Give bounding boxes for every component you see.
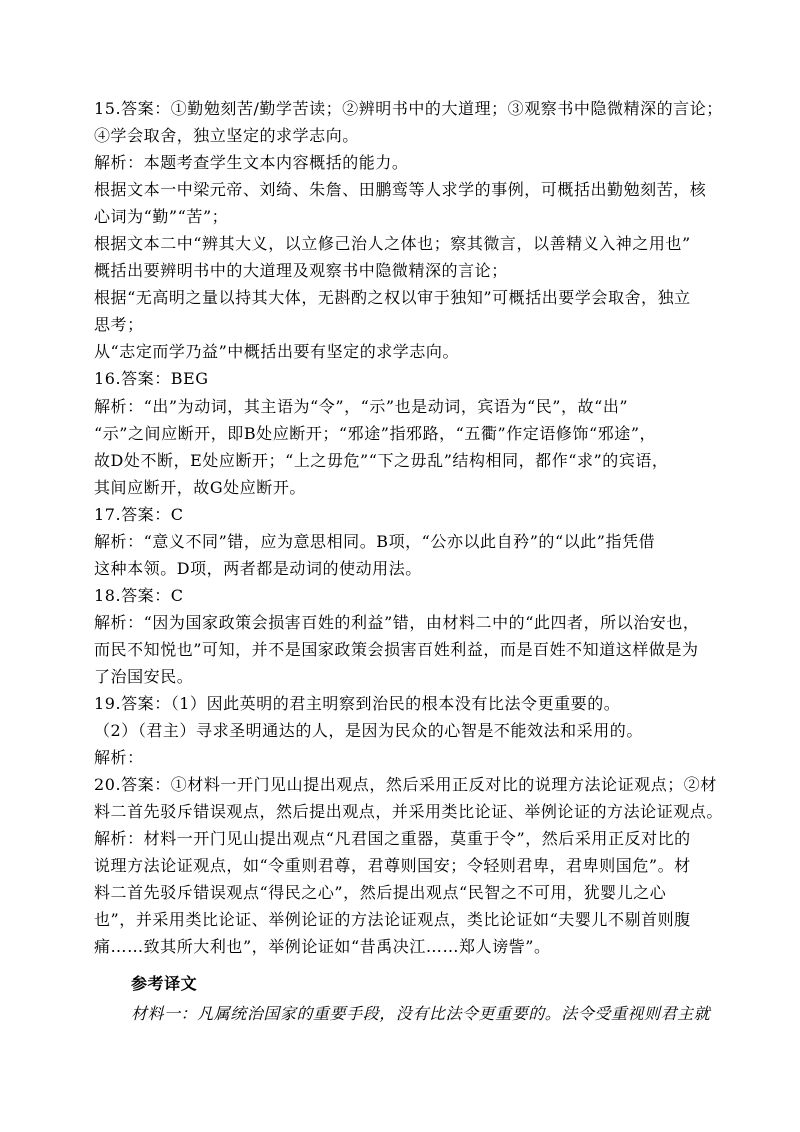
text-line: 19.答案：（1）因此英明的君主明察到治民的根本没有比法令更重要的。 (94, 694, 621, 713)
text-line: 思考； (94, 315, 144, 334)
text-line: 解析：材料一开门见山提出观点“凡君国之重器，莫重于令”，然后采用正反对比的 (94, 829, 691, 848)
text-line: 痛……致其所大利也”，举例论证如“昔禹决江……郑人谤訾”。 (94, 937, 551, 956)
text-line: 解析：“因为国家政策会损害百姓的利益”错，由材料二中的“此四者，所以治安也， (94, 613, 700, 632)
text-line: 说理方法论证观点，如“令重则君尊，君尊则国安；令轻则君卑，君卑则国危”。材 (94, 856, 691, 875)
text-line: 料二首先驳斥错误观点，然后提出观点，并采用类比论证、举例论证的方法论证观点。 (94, 802, 723, 821)
text-line: 17.答案：C (94, 505, 184, 524)
text-line: （2）（君主）寻求圣明通达的人，是因为民众的心智是不能效法和采用的。 (94, 721, 643, 740)
text-line: 解析： (94, 748, 144, 767)
text-line: 根据文本一中梁元帝、刘绮、朱詹、田鹏鸾等人求学的事例，可概括出勤勉刻苦，核 (94, 180, 707, 199)
text-line: 16.答案：BEG (94, 369, 209, 388)
text-line: 心词为“勤”“苦”； (94, 207, 229, 226)
section-heading: 参考译文 (131, 974, 198, 993)
text-line: 料二首先驳斥错误观点“得民之心”，然后提出观点“民智之不可用，犹婴儿之心 (94, 883, 667, 902)
text-line: 解析：本题考查学生文本内容概括的能力。 (94, 153, 409, 172)
text-line: ④学会取舍，独立坚定的求学志向。 (94, 126, 359, 145)
text-line: 故D处不断，E处应断开；“上之毋危”“下之毋乱”结构相同，都作“求”的宾语， (94, 451, 669, 470)
text-line: 而民不知悦也”可知，并不是国家政策会损害百姓利益，而是百姓不知道这样做是为 (94, 640, 699, 659)
text-line: 概括出要辨明书中的大道理及观察书中隐微精深的言论； (94, 261, 508, 280)
text-line: 解析：“意义不同”错，应为意思相同。B项，“公亦以此自矜”的“以此”指凭借 (94, 532, 656, 551)
text-line: 15.答案：①勤勉刻苦/勤学苦读；②辨明书中的大道理；③观察书中隐微精深的言论； (94, 99, 723, 118)
text-line: 18.答案：C (94, 586, 184, 605)
text-line: 了治国安民。 (94, 667, 194, 686)
text-line: 20.答案：①材料一开门见山提出观点，然后采用正反对比的说理方法论证观点；②材 (94, 775, 717, 794)
text-line: 也”，并采用类比论证、举例论证的方法论证观点，类比论证如“夫婴儿不剔首则腹 (94, 910, 691, 929)
text-line: 材料一：凡属统治国家的重要手段，没有比法令更重要的。法令受重视则君主就 (131, 1004, 711, 1023)
text-line: 解析：“出”为动词，其主语为“令”，“示”也是动词，宾语为“民”，故“出” (94, 397, 629, 416)
text-line: 其间应断开，故G处应断开。 (94, 478, 306, 497)
text-line: 这种本领。D项，两者都是动词的使动用法。 (94, 559, 422, 578)
text-line: 从“志定而学乃益”中概括出要有坚定的求学志向。 (94, 342, 460, 361)
text-line: 根据“无高明之量以持其大体，无斟酌之权以审于独知”可概括出要学会取舍，独立 (94, 288, 691, 307)
text-line: “示”之间应断开，即B处应断开；“邪途”指邪路，“五衢”作定语修饰“邪途”， (94, 424, 657, 443)
text-line: 根据文本二中“辨其大义，以立修己治人之体也；察其微言，以善精义入神之用也” (94, 234, 691, 253)
